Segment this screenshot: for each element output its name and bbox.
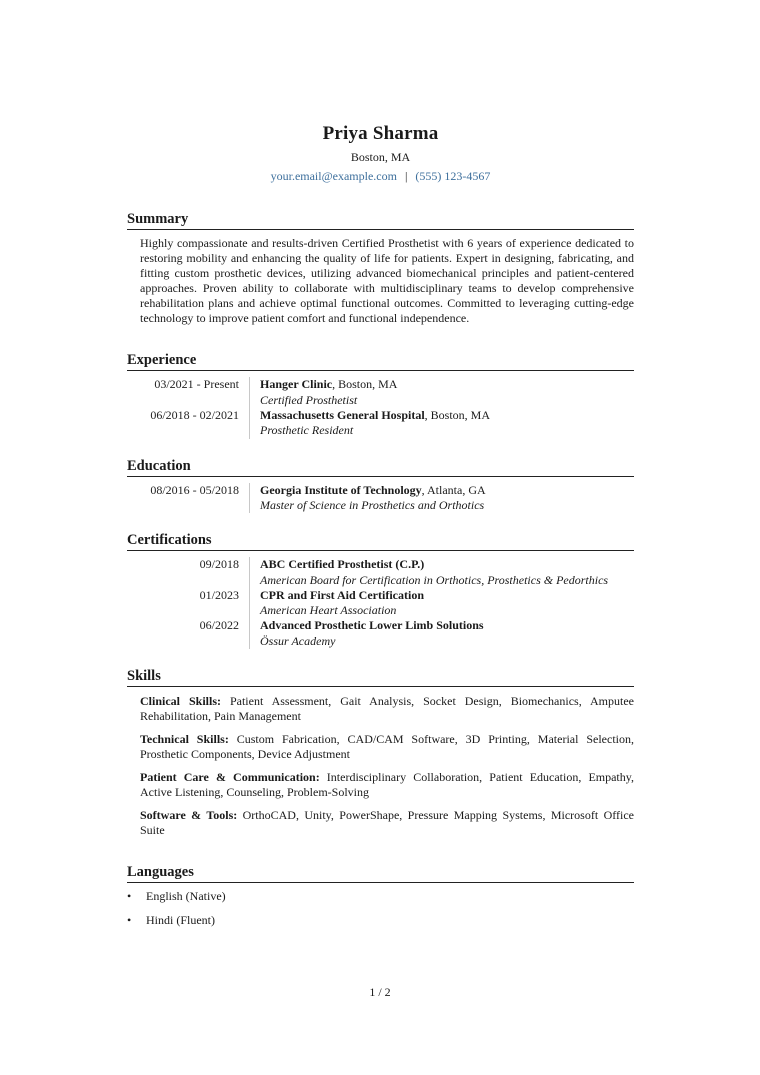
resume-header bbox=[127, 0, 634, 184]
certification-issuer: Össur Academy bbox=[260, 633, 336, 648]
certification-entry bbox=[127, 557, 634, 588]
entry-date: 03/2021 - Present bbox=[154, 377, 239, 392]
entry-role: Prosthetic Resident bbox=[260, 423, 354, 438]
entry-date: 06/2018 - 02/2021 bbox=[150, 408, 239, 423]
certifications-section bbox=[127, 531, 634, 649]
skill-group bbox=[140, 770, 634, 800]
page-number: 1 / 2 bbox=[369, 985, 391, 999]
language-name: Hindi (Fluent) bbox=[146, 913, 215, 927]
bullet-icon: • bbox=[127, 889, 132, 903]
candidate-location: Boston, MA bbox=[350, 150, 411, 164]
skill-group-values: OrthoCAD, Unity, PowerShape, Pressure Mapping Systems, Microsoft Office Suite bbox=[140, 808, 634, 837]
summary-text: Highly compassionate and results-driven Certified Prosthetist with 6 years of experience dedicated to restoring mobility and enhancing the quality of life for patients. Expert in designing, fabricating, and fitting custom prosthetic devices, utilizing advanced biomechanical principles and patient-centered approaches. Proven ability to collaborate with multidisciplinary teams to develop comprehensive rehabilitation plans and achieve optimal functional outcomes. Committed to leveraging cutting-edge technology to improve patient comfort and functional independence. bbox=[140, 236, 634, 325]
entry-organization: Massachusetts General Hospital bbox=[260, 408, 425, 423]
entry-role: Certified Prosthetist bbox=[260, 392, 358, 407]
experience-entry bbox=[127, 408, 634, 439]
entry-organization: Hanger Clinic bbox=[260, 377, 333, 392]
skill-group bbox=[140, 694, 634, 724]
languages-section bbox=[127, 863, 634, 928]
bullet-icon: • bbox=[127, 913, 132, 927]
language-name: English (Native) bbox=[146, 889, 226, 903]
entry-location: , Atlanta, GA bbox=[421, 482, 486, 497]
entry-date: 08/2016 - 05/2018 bbox=[150, 482, 239, 497]
skills-heading: Skills bbox=[127, 667, 634, 687]
experience-entry bbox=[127, 377, 634, 408]
entry-organization: Georgia Institute of Technology bbox=[260, 482, 422, 497]
entry-date: 01/2023 bbox=[199, 587, 239, 602]
skill-group-values: Interdisciplinary Collaboration, Patient Education, Empathy, Active Listening, Counseling, Problem-Solving bbox=[140, 770, 634, 799]
skills-section bbox=[127, 667, 634, 838]
certification-name: Advanced Prosthetic Lower Limb Solutions bbox=[260, 618, 484, 633]
list-item bbox=[127, 913, 634, 928]
candidate-name: Priya Sharma bbox=[322, 123, 439, 144]
experience-heading: Experience bbox=[127, 351, 634, 371]
languages-heading: Languages bbox=[127, 863, 634, 883]
education-section bbox=[127, 457, 634, 514]
certification-entry bbox=[127, 588, 634, 619]
skill-group-label: Clinical Skills: bbox=[140, 694, 221, 708]
skill-group bbox=[140, 808, 634, 838]
education-entry bbox=[127, 483, 634, 514]
entry-location: , Boston, MA bbox=[332, 377, 398, 392]
certification-name: CPR and First Aid Certification bbox=[260, 587, 424, 602]
contact-line bbox=[127, 168, 634, 184]
skill-group-values: Custom Fabrication, CAD/CAM Software, 3D Printing, Material Selection, Prosthetic Components, Device Adjustment bbox=[140, 732, 634, 761]
certification-entry bbox=[127, 618, 634, 649]
experience-section bbox=[127, 351, 634, 438]
skill-group bbox=[140, 732, 634, 762]
summary-section bbox=[127, 210, 634, 325]
contact-separator: | bbox=[404, 169, 408, 183]
skill-group-label: Patient Care & Communication: bbox=[140, 770, 320, 784]
list-item bbox=[127, 889, 634, 904]
entry-location: , Boston, MA bbox=[424, 408, 491, 423]
certification-issuer: American Board for Certification in Orthotics, Prosthetics & Pedorthics bbox=[260, 572, 609, 587]
education-heading: Education bbox=[127, 457, 634, 477]
phone-link[interactable]: (555) 123-4567 bbox=[415, 169, 491, 183]
summary-heading: Summary bbox=[127, 210, 634, 230]
entry-degree: Master of Science in Prosthetics and Orthotics bbox=[260, 497, 485, 512]
entry-date: 09/2018 bbox=[199, 557, 239, 572]
resume-page bbox=[127, 0, 634, 937]
certification-name: ABC Certified Prosthetist (C.P.) bbox=[260, 557, 425, 572]
skill-group-label: Software & Tools: bbox=[140, 808, 238, 822]
entry-date: 06/2022 bbox=[199, 618, 239, 633]
email-link[interactable]: your.email@example.com bbox=[270, 169, 397, 183]
skill-group-label: Technical Skills: bbox=[140, 732, 229, 746]
certification-issuer: American Heart Association bbox=[260, 603, 397, 618]
certifications-heading: Certifications bbox=[127, 531, 634, 551]
languages-list bbox=[127, 889, 634, 928]
skill-group-values: Patient Assessment, Gait Analysis, Socket Design, Biomechanics, Amputee Rehabilitation, Pain Management bbox=[140, 694, 634, 723]
